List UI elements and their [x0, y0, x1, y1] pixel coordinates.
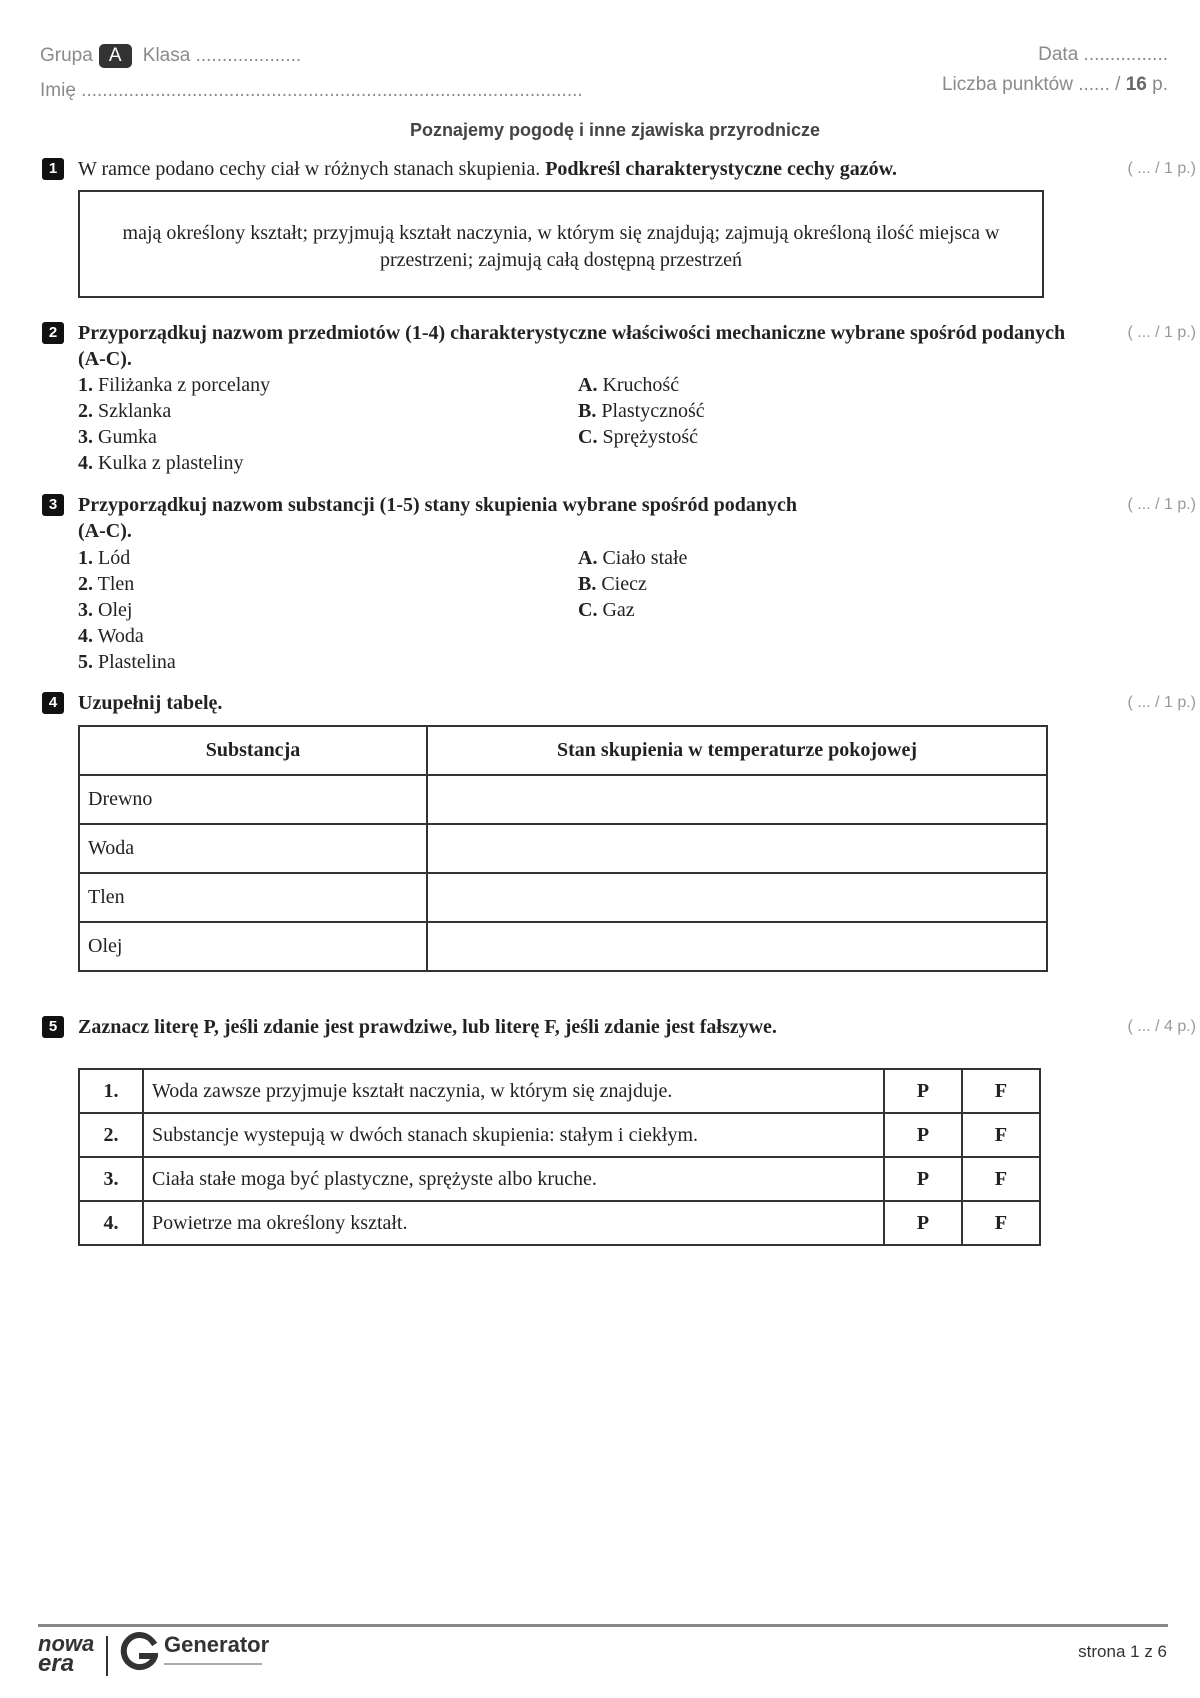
table-row — [79, 922, 1047, 971]
substance-cell: Drewno — [79, 775, 427, 824]
task-1-text: W ramce podano cechy ciał w różnych stanach skupienia. — [78, 158, 541, 180]
group-class-line — [40, 44, 301, 68]
name-field: Imię ............................................................................................... — [40, 80, 583, 101]
nowa-era-logo — [38, 1631, 95, 1677]
logo-era-text: era — [38, 1650, 75, 1677]
list-item: 4. Woda — [78, 625, 144, 647]
statement: Woda zawsze przyjmuje kształt naczynia, w którym się znajduje. — [143, 1069, 884, 1113]
column-header-substance: Substancja — [79, 726, 427, 775]
list-item: 2. Tlen — [78, 573, 135, 595]
statement: Powietrze ma określony kształt. — [143, 1201, 884, 1245]
task-number-3: 3 — [42, 494, 64, 516]
points-prefix: Liczba punktów ...... / — [941, 74, 1121, 95]
true-option[interactable]: P — [884, 1157, 962, 1201]
statement: Ciała stałe moga być plastyczne, sprężyste albo kruche. — [143, 1157, 884, 1201]
list-item: 3. Olej — [78, 599, 133, 621]
true-option[interactable]: P — [884, 1113, 962, 1157]
generator-tagline-mark — [164, 1662, 262, 1666]
task-1-box: mają określony kształt; przyjmują kształt naczynia, w którym się znajdują; zajmują określoną ilość miejsca w przestrzeni; zajmują całą dostępną przestrzeń — [78, 190, 1044, 298]
task-5-points: ( ... / 4 p.) — [1127, 1018, 1196, 1035]
option-item: B. Ciecz — [578, 573, 647, 595]
task-1-instruction: Podkreśl charakterystyczne cechy gazów. — [545, 158, 897, 180]
answer-cell[interactable] — [427, 922, 1047, 971]
task-1-points: ( ... / 1 p.) — [1127, 160, 1196, 177]
list-item: 2. Szklanka — [78, 400, 172, 422]
option-item: B. Plastyczność — [578, 400, 705, 422]
answer-cell[interactable] — [427, 775, 1047, 824]
task-3-question — [78, 492, 818, 544]
task-2-instruction: Przyporządkuj nazwom przedmiotów (1-4) charakterystyczne właściwości mechaniczne wybrane spośród podanych (A-C). — [78, 322, 1066, 370]
date-field: Data ................ — [1038, 44, 1168, 65]
option-item: A. Ciało stałe — [578, 547, 688, 569]
row-number: 2. — [79, 1113, 143, 1157]
task-4-instruction: Uzupełnij tabelę. — [78, 692, 223, 714]
true-option[interactable]: P — [884, 1069, 962, 1113]
list-item: 4. Kulka z plasteliny — [78, 452, 244, 474]
table-header-row — [79, 726, 1047, 775]
answer-cell[interactable] — [427, 873, 1047, 922]
points-total: 16 — [1125, 74, 1147, 95]
table-row — [79, 1201, 1040, 1245]
class-field: Klasa .................... — [142, 45, 302, 66]
task-2-question — [78, 320, 1068, 372]
table-row — [79, 775, 1047, 824]
table-row — [79, 1069, 1040, 1113]
task-2-options — [578, 372, 705, 450]
group-label: Grupa — [40, 45, 93, 66]
task-2-points: ( ... / 1 p.) — [1127, 324, 1196, 341]
points-suffix: p. — [1152, 74, 1168, 95]
row-number: 1. — [79, 1069, 143, 1113]
page-title: Poznajemy pogodę i inne zjawiska przyrodnicze — [409, 120, 821, 140]
task-4-table — [78, 725, 1048, 972]
answer-cell[interactable] — [427, 824, 1047, 873]
task-1-question — [78, 156, 1078, 182]
task-4-points: ( ... / 1 p.) — [1127, 694, 1196, 711]
generator-name: Generator — [164, 1632, 270, 1657]
option-item: A. Kruchość — [578, 374, 680, 396]
row-number: 3. — [79, 1157, 143, 1201]
task-number-4: 4 — [42, 692, 64, 714]
task-4-question — [78, 690, 1078, 716]
task-5-table — [78, 1068, 1041, 1246]
table-row — [79, 1113, 1040, 1157]
substance-cell: Tlen — [79, 873, 427, 922]
substance-cell: Woda — [79, 824, 427, 873]
table-row — [79, 1157, 1040, 1201]
task-2-items — [78, 372, 270, 476]
false-option[interactable]: F — [962, 1157, 1040, 1201]
row-number: 4. — [79, 1201, 143, 1245]
task-3-points: ( ... / 1 p.) — [1127, 496, 1196, 513]
footer-divider — [38, 1624, 1168, 1627]
task-number-5: 5 — [42, 1016, 64, 1038]
task-number-1: 1 — [42, 158, 64, 180]
statement: Substancje wystepują w dwóch stanach skupienia: stałym i ciekłym. — [143, 1113, 884, 1157]
task-5-question — [78, 1014, 1078, 1040]
task-3-items — [78, 545, 176, 675]
true-option[interactable]: P — [884, 1201, 962, 1245]
table-row — [79, 824, 1047, 873]
page-number: strona 1 z 6 — [1078, 1642, 1167, 1661]
group-badge: A — [99, 44, 132, 68]
logo-nowa-text: nowa — [38, 1631, 95, 1656]
false-option[interactable]: F — [962, 1201, 1040, 1245]
column-header-state: Stan skupienia w temperaturze pokojowej — [427, 726, 1047, 775]
points-summary — [942, 74, 1168, 96]
list-item: 5. Plastelina — [78, 651, 176, 673]
task-3-instruction: Przyporządkuj nazwom substancji (1-5) stany skupienia wybrane spośród podanych (A-C). — [78, 494, 797, 542]
option-item: C. Sprężystość — [578, 426, 698, 448]
option-item: C. Gaz — [578, 599, 635, 621]
generator-g-icon — [120, 1632, 158, 1679]
list-item: 1. Filiżanka z porcelany — [78, 374, 271, 396]
task-3-options — [578, 545, 687, 623]
logo-separator — [106, 1636, 108, 1676]
task-number-2: 2 — [42, 322, 64, 344]
false-option[interactable]: F — [962, 1069, 1040, 1113]
false-option[interactable]: F — [962, 1113, 1040, 1157]
substance-cell: Olej — [79, 922, 427, 971]
table-row — [79, 873, 1047, 922]
list-item: 3. Gumka — [78, 426, 157, 448]
task-5-instruction: Zaznacz literę P, jeśli zdanie jest prawdziwe, lub literę F, jeśli zdanie jest fałszywe. — [78, 1016, 777, 1038]
list-item: 1. Lód — [78, 547, 131, 569]
